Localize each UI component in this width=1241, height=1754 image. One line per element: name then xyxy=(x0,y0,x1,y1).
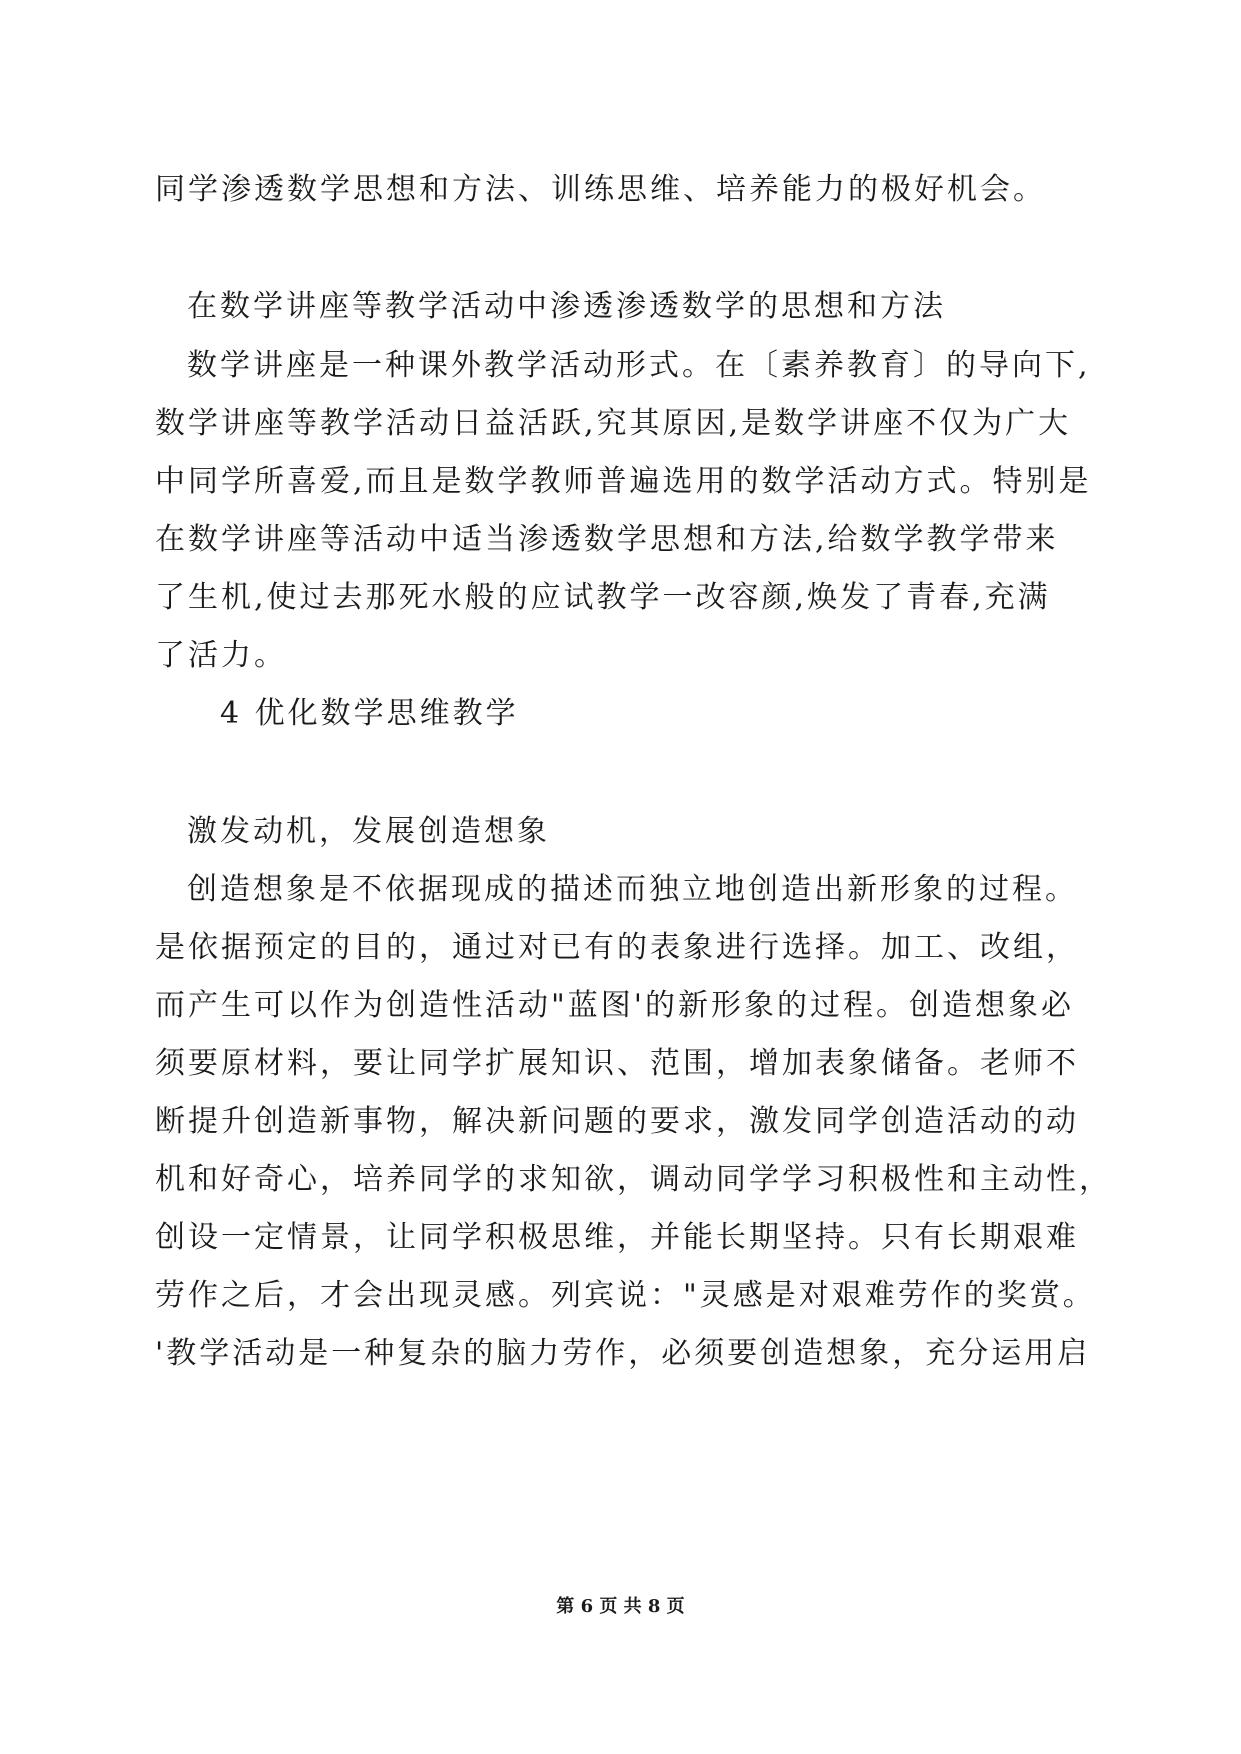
paragraph-line: 而产生可以作为创造性活动"蓝图'的新形象的过程。创造想象必 xyxy=(155,988,1075,1023)
paragraph-line: 中同学所喜爱,而且是数学教师普遍选用的数学活动方式。特别是 xyxy=(155,464,1092,499)
paragraph-line: 同学渗透数学思想和方法、训练思维、培养能力的极好机会。 xyxy=(155,172,1046,207)
section-heading: 激发动机，发展创造想象 xyxy=(187,814,550,849)
paragraph-line: 在数学讲座等活动中适当渗透数学思想和方法,给数学教学带来 xyxy=(155,522,1059,557)
paragraph-line: 是依据预定的目的，通过对已有的表象进行选择。加工、改组， xyxy=(155,930,1079,965)
paragraph-line: 数学讲座等教学活动日益活跃,究其原因,是数学讲座不仅为广大 xyxy=(155,406,1072,441)
paragraph-line: 了生机,使过去那死水般的应试教学一改容颜,焕发了青春,充满 xyxy=(155,580,1051,615)
paragraph-line: 劳作之后，才会出现灵感。列宾说："灵感是对艰难劳作的奖赏。 xyxy=(155,1278,1096,1313)
section-heading: 在数学讲座等教学活动中渗透渗透数学的思想和方法 xyxy=(187,289,946,324)
paragraph-line: 创造想象是不依据现成的描述而独立地创造出新形象的过程。 xyxy=(187,872,1078,907)
paragraph-line: 了活力。 xyxy=(155,638,287,673)
paragraph-line: 须要原材料，要让同学扩展知识、范围，增加表象储备。老师不 xyxy=(155,1046,1079,1081)
paragraph-line: 数学讲座是一种课外教学活动形式。在〔素养教育〕的导向下, xyxy=(187,348,1091,383)
page-number-footer: 第 6 页 共 8 页 xyxy=(556,1596,685,1617)
paragraph-line: 机和好奇心，培养同学的求知欲，调动同学学习积极性和主动性， xyxy=(155,1162,1112,1197)
paragraph-line: '教学活动是一种复杂的脑力劳作，必须要创造想象，充分运用启 xyxy=(155,1336,1091,1371)
paragraph-line: 断提升创造新事物，解决新问题的要求，激发同学创造活动的动 xyxy=(155,1104,1079,1139)
paragraph-line: 创设一定情景，让同学积极思维，并能长期坚持。只有长期艰难 xyxy=(155,1220,1079,1255)
section-heading: 4 优化数学思维教学 xyxy=(220,696,519,731)
